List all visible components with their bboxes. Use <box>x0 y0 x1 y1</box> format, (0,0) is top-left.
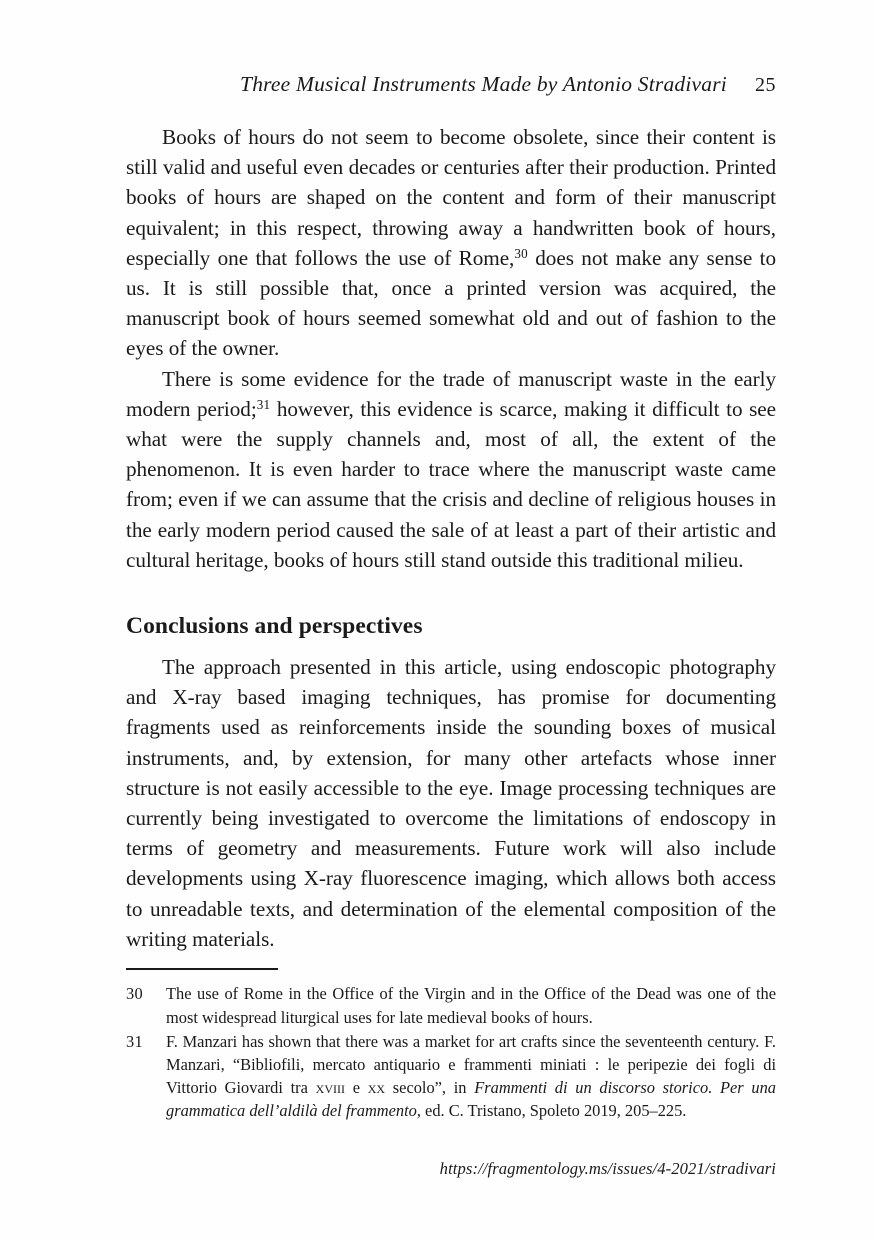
footnote-marker-30[interactable]: 30 <box>514 245 528 261</box>
running-head-title: Three Musical Instruments Made by Antonio Stradivari <box>240 72 727 96</box>
footnote-item-30 <box>126 982 776 1028</box>
footnote-31-italic-title: Frammenti di un discorso storico. Per una grammatica dell’aldilà del frammento <box>166 1078 776 1121</box>
footnote-item-31 <box>126 1030 776 1123</box>
paragraph-2 <box>126 364 776 575</box>
paragraph-2-text-part-2: however, this evidence is scarce, making it difficult to see what were the supply channels and, most of all, the extent of the phenomenon. It is even harder to trace where the manuscript waste came from; even if we can assume that the crisis and decline of religious houses in the early modern period caused the sale of at least a part of their artistic and cultural heritage, books of hours still stand outside this traditional milieu. <box>126 396 776 572</box>
footnote-31-part-1: F. Manzari has shown that there was a market for art crafts since the seventeenth century. F. Manzari, “Bibliofili, mercato antiquario e frammenti miniati : le peripezie dei fogli di Vittorio Giovardi tra <box>166 1031 776 1098</box>
paragraph-1-text-part-1: Books of hours do not seem to become obsolete, since their content is still valid and useful even decades or centuries after their production. Printed books of hours are shaped on the content and form of their manuscript equivalent; in this respect, throwing away a handwritten book of hours, especially one that follows the use of Rome, <box>126 125 776 270</box>
page-number: 25 <box>755 74 776 96</box>
footnote-31-roman-numeral-1: xviii <box>315 1078 345 1098</box>
paragraph-2-text-part-1: There is some evidence for the trade of manuscript waste in the early modern period; <box>126 366 776 421</box>
footnote-text-31 <box>166 1030 776 1123</box>
footnote-marker-31[interactable]: 31 <box>256 397 271 412</box>
running-head <box>126 72 776 97</box>
paragraph-1-text-part-2: does not make any sense to us. It is still possible that, once a printed version was acquired, the manuscript book of hours seemed somewhat old and out of fashion to the eyes of the owner. <box>126 245 776 361</box>
footnote-number-31: 31 <box>126 1031 143 1051</box>
paragraph-1 <box>126 122 776 364</box>
footnotes-area <box>126 968 776 1124</box>
footnote-31-part-2: e <box>344 1078 368 1098</box>
footer-url[interactable]: https://fragmentology.ms/issues/4-2021/stradivari <box>439 1159 776 1178</box>
footnote-separator-rule <box>126 968 278 970</box>
footnote-31-part-4: , ed. C. Tristano, Spoleto 2019, 205–225. <box>416 1101 687 1121</box>
paragraph-3: The approach presented in this article, using endoscopic photography and X-ray based imaging techniques, has promise for documenting fragments used as reinforcements inside the sounding boxes of musical instruments, and, by extension, for many other artefacts whose inner structure is not easily accessible to the eye. Image processing techniques are currently being investigated to overcome the limitations of endoscopy in terms of geometry and measurements. Future work will also include developments using X-ray fluorescence imaging, which allows both access to unreadable texts, and determination of the elemental composition of the writing materials. <box>126 655 776 951</box>
footnote-31-part-3: secolo”, in <box>385 1078 475 1098</box>
footnote-text-30: The use of Rome in the Office of the Virgin and in the Office of the Dead was one of the most widespread liturgical uses for late medieval books of hours. <box>166 984 776 1027</box>
body-text <box>126 122 776 954</box>
section-heading-conclusions: Conclusions and perspectives <box>126 613 423 640</box>
footnote-number-30: 30 <box>126 984 143 1004</box>
footnote-31-roman-numeral-2: xx <box>367 1078 386 1098</box>
